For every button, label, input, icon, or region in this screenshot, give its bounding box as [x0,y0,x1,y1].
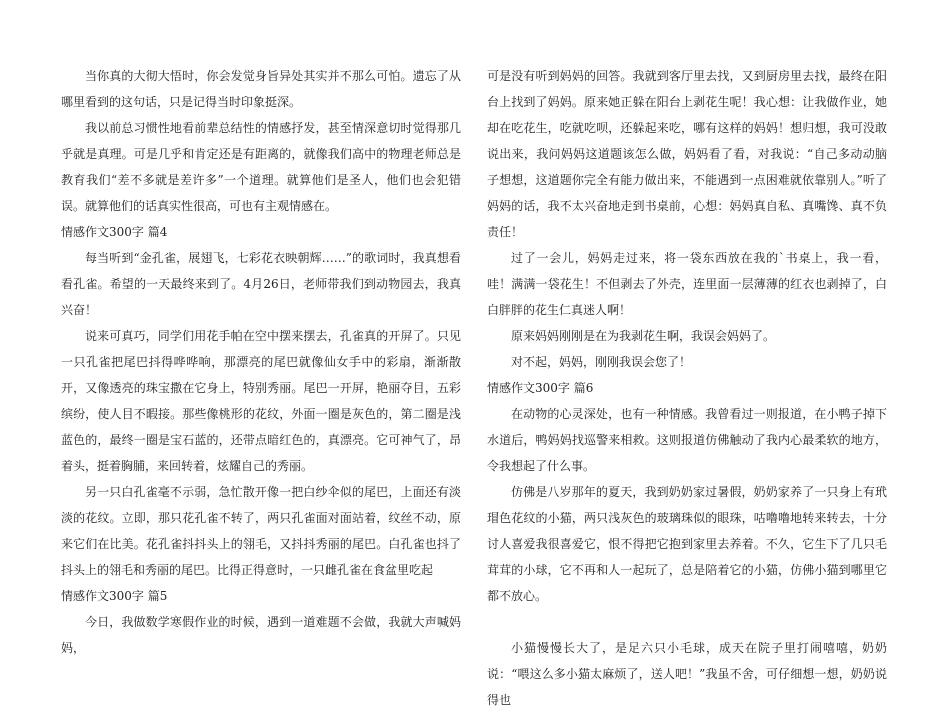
paragraph-continued: 可是没有听到妈妈的回答。我就到客厅里去找，又到厨房里去找，最终在阳台上找到了妈妈。原来她正躲在阳台上剥花生呢！我心想：让我做作业，她却在吃花生，吃就吃呗，还躲起来吃，哪有这样的妈妈！想归想，我可没敢说出来，我问妈妈这道题该怎么做，妈妈看了看，对我说：“自己多动动脑子想想，这道题你完全有能力做出来，不能遇到一点困难就依靠别人。”听了妈妈的话，我不太兴奋地走到书桌前，心想：妈妈真自私、真嘴馋、真不负责任！ [487,69,887,239]
paragraph: 对不起，妈妈，刚刚我误会您了！ [511,355,692,369]
paragraph-spacer [487,609,887,635]
left-column [61,63,461,661]
paragraph: 小猫慢慢长大了，是足六只小毛球，成天在院子里打闹嘻嘻，奶奶说：“喂这么多小猫太麻烦了，送人吧！”我虽不舍，可仔细想一想，奶奶说得也 [487,641,887,707]
paragraph: 我以前总习惯性地看前辈总结性的情感抒发，甚至情深意切时觉得那几乎就是真理。可是几乎和肯定还是有距离的，就像我们高中的物理老师总是教育我们“差不多就是差许多”一个道理。就算他们是圣人，他们也会犯错误。就算他们的话真实性很高，可也有主观情感在。 [61,121,461,213]
paragraph: 仿佛是八岁那年的夏天，我到奶奶家过暑假，奶奶家养了一只身上有玳瑁色花纹的小猫，两只浅灰色的玻璃珠似的眼珠，咕噜噜地转来转去，十分讨人喜爱我很喜爱它，恨不得把它抱到家里去养着。不久，它生下了几只毛茸茸的小球，它不再和人一起玩了，总是陪着它的小猫，仿佛小猫到哪里它都不放心。 [487,485,887,603]
paragraph: 每当听到“金孔雀，展翅飞，七彩花衣映朝辉……”的歌词时，我真想看看孔雀。希望的一天最终来到了。4月26日，老师带我们到动物园去，我真兴奋！ [61,251,461,317]
section-heading: 情感作文300字 篇4 [61,225,168,239]
section-heading: 情感作文300字 篇6 [487,381,594,395]
paragraph: 当你真的大彻大悟时，你会发觉身旨异处其实并不那么可怕。遗忘了从哪里看到的这句话，只是记得当时印象挺深。 [61,69,461,109]
paragraph: 说来可真巧，同学们用花手帕在空中摆来摆去，孔雀真的开屏了。只见一只孔雀把尾巴抖得哗哗响，那漂亮的尾巴就像仙女手中的彩扇，渐渐散开，又像透亮的珠宝撒在它身上，特别秀丽。尾巴一开屏，艳丽夺目，五彩缤纷，使人目不暇接。那些像桃形的花纹，外面一圈是灰色的，第二圈是浅蓝色的，最终一圈是宝石蓝的，还带点暗红色的，真漂亮。它可神气了，昂着头，挺着胸脯，来回转着，炫耀自己的秀丽。 [61,329,461,473]
paragraph: 另一只白孔雀毫不示弱，急忙散开像一把白纱伞似的尾巴，上面还有淡淡的花纹。立即，那只花孔雀不转了，两只孔雀面对面站着，纹丝不动，原来它们在比美。花孔雀抖抖头上的翎毛，又抖抖秀丽的尾巴。白孔雀也抖了抖头上的翎毛和秀丽的尾巴。比得正得意时，一只雌孔雀在食盆里吃起 [61,485,461,577]
section-heading: 情感作文300字 篇5 [61,589,168,603]
paragraph: 原来妈妈刚刚是在为我剥花生啊，我误会妈妈了。 [511,329,776,343]
paragraph: 今日，我做数学寒假作业的时候，遇到一道难题不会做，我就大声喊妈妈， [61,615,461,655]
right-column [487,63,887,713]
paragraph: 在动物的心灵深处，也有一种情感。我曾看过一则报道，在小鸭子掉下水道后，鸭妈妈找巡警来相救。这则报道仿佛触动了我内心最柔软的地方，令我想起了什么事。 [487,407,887,473]
paragraph: 过了一会儿，妈妈走过来，将一袋东西放在我的`书桌上，我一看，哇！满满一袋花生！不但剥去了外壳，连里面一层薄薄的红衣也剥掉了，白白胖胖的花生仁真迷人啊！ [487,251,887,317]
